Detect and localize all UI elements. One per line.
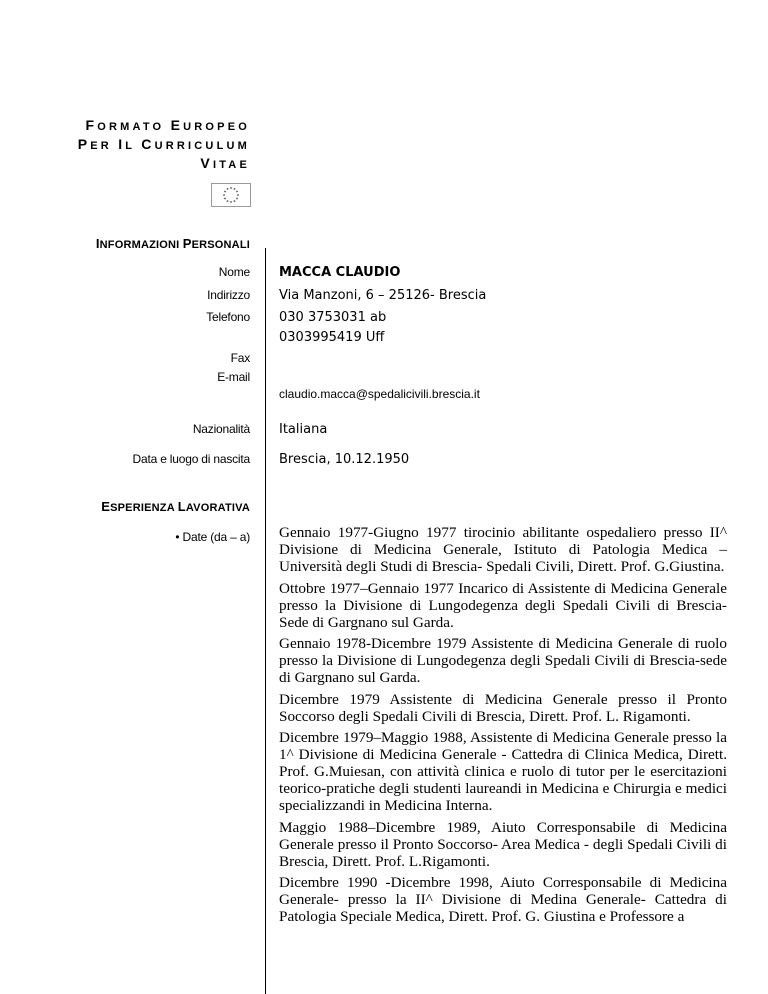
telefono-value-1: 030 3753031 ab — [279, 310, 387, 325]
email-value: claudio.macca@spedalicivili.brescia.it — [279, 387, 480, 401]
header-line-3: VITAE — [200, 155, 250, 171]
experience-entry: Ottobre 1977–Gennaio 1977 Incarico di Assistente di Medicina Generale presso la Divisione di Lungodegenza degli Spedali Civili di Brescia- Sede di Gargnano sul Garda. — [279, 579, 727, 631]
experience-entry: Dicembre 1979 Assistente di Medicina Generale presso il Pronto Soccorso degli Spedali Civili di Brescia, Dirett. Prof. L. Rigamonti. — [279, 690, 727, 725]
nazionalita-value: Italiana — [279, 422, 328, 437]
experience-entry: Dicembre 1979–Maggio 1988, Assistente di Medicina Generale presso la 1^ Divisione di Medicina Generale - Cattedra di Clinica Medica, Dirett. Prof. G.Muiesan, con attività clinica e ruolo di tutor per le esercitazioni teorico-pratiche degli studenti laureandi in Medicina e Chirurgia e medici specializzandi in Medicina Interna. — [279, 729, 727, 814]
column-divider — [265, 248, 266, 994]
nazionalita-label: Nazionalità — [192, 422, 250, 436]
email-label: E-mail — [217, 370, 250, 384]
telefono-value-2: 0303995419 Uff — [279, 330, 385, 345]
nome-value: MACCA CLAUDIO — [279, 265, 401, 280]
nascita-value: Brescia, 10.12.1950 — [279, 452, 410, 467]
experience-entry: Gennaio 1978-Dicembre 1979 Assistente di Medicina Generale di ruolo presso la Divisione di Lungodegenza degli Spedali Civili di Brescia-sede di Gargnano sul Garda. — [279, 635, 727, 686]
header-line-1: FORMATO EUROPEO — [85, 117, 250, 133]
telefono-label: Telefono — [206, 310, 250, 324]
header-line-2: PER IL CURRICULUM — [77, 136, 250, 152]
nascita-label: Data e luogo di nascita — [132, 452, 250, 466]
indirizzo-label: Indirizzo — [207, 288, 250, 302]
fax-label: Fax — [230, 351, 250, 365]
section-title-personal: INFORMAZIONI PERSONALI — [95, 236, 250, 251]
experience-entry: Dicembre 1990 -Dicembre 1998, Aiuto Corresponsabile di Medicina Generale- presso la II^ Divisione di Medina Generale- Cattedra di Patologia Speciale Medica, Dirett. Prof. G. Giustina e Professore a — [279, 874, 727, 925]
nome-label: Nome — [218, 265, 250, 279]
date-label: • Date (da – a) — [175, 530, 250, 544]
section-title-experience: ESPERIENZA LAVORATIVA — [101, 499, 250, 514]
experience-entry: Gennaio 1977-Giugno 1977 tirocinio abilitante ospedaliero presso II^ Divisione di Medicina Generale, Istituto di Patologia Medica – Università degli Studi di Brescia- Spedali Civili, Dirett. Prof. G.Giustina. — [279, 524, 727, 575]
experience-entry: Maggio 1988–Dicembre 1989, Aiuto Corresponsabile di Medicina Generale presso il Pronto Soccorso- Area Medica - degli Spedali Civili di Brescia, Dirett. Prof. L.Rigamonti. — [279, 818, 727, 870]
indirizzo-value: Via Manzoni, 6 – 25126- Brescia — [279, 288, 487, 303]
eu-flag-icon — [211, 183, 251, 207]
cv-header — [78, 117, 250, 174]
experience-list — [279, 524, 727, 930]
